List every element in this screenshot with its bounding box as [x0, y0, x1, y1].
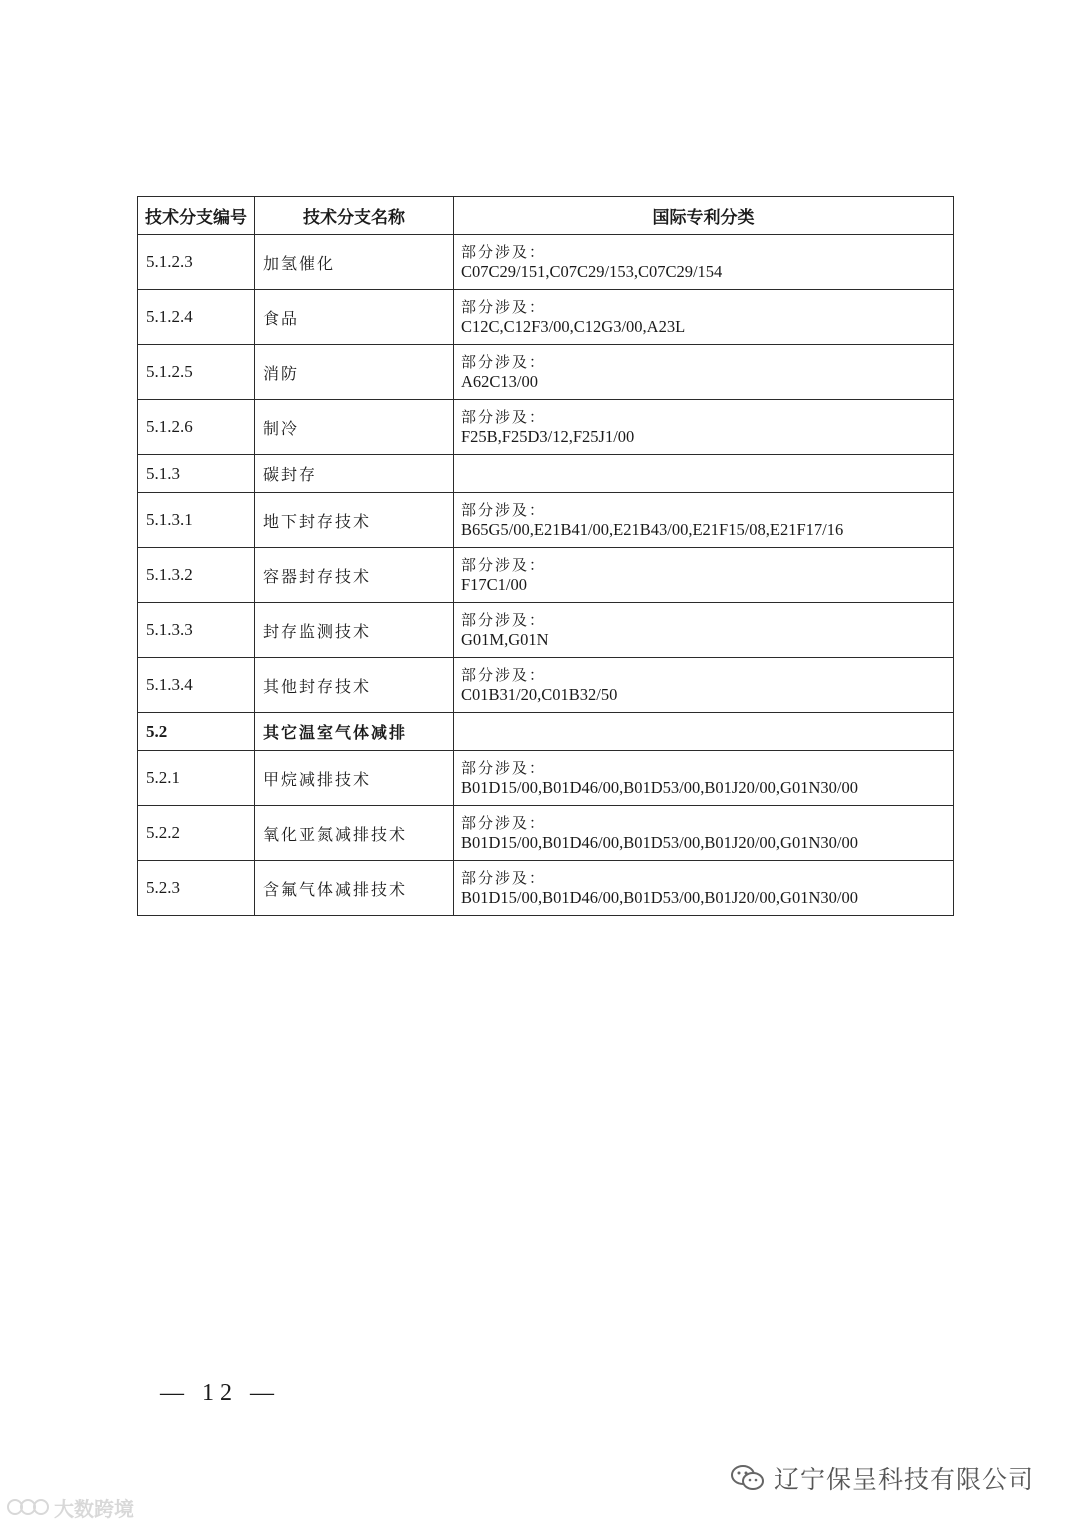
branch-name: 其他封存技术: [255, 658, 454, 713]
watermark-company: 辽宁保呈科技有限公司: [774, 1465, 1035, 1494]
wechat-watermark: [730, 1460, 1034, 1496]
ipc-cell: [454, 345, 954, 400]
table-row: [138, 235, 954, 290]
ipc-codes: C07C29/151,C07C29/153,C07C29/154: [461, 262, 723, 281]
branch-number: 5.2: [138, 713, 255, 751]
ipc-cell: [454, 493, 954, 548]
branch-name: 甲烷减排技术: [255, 751, 454, 806]
branch-name: 加氢催化: [255, 235, 454, 290]
branch-name: 封存监测技术: [255, 603, 454, 658]
ipc-label: 部分涉及：: [461, 408, 547, 426]
ipc-codes: C12C,C12F3/00,C12G3/00,A23L: [461, 317, 686, 336]
branch-number: 5.1.2.3: [138, 235, 255, 290]
ipc-cell: [454, 548, 954, 603]
branch-name: 消防: [255, 345, 454, 400]
branch-number: 5.1.3.2: [138, 548, 255, 603]
brand-logo-icon: [6, 1496, 50, 1518]
ipc-codes: F17C1/00: [461, 575, 528, 594]
ipc-label: 部分涉及：: [461, 869, 547, 887]
ipc-cell: [454, 455, 954, 493]
ipc-label: 部分涉及：: [461, 611, 547, 629]
header-branch-name: 技术分支名称: [255, 197, 454, 235]
ipc-codes: G01M,G01N: [461, 630, 549, 649]
table-row: [138, 713, 954, 751]
ipc-label: 部分涉及：: [461, 759, 547, 777]
ipc-codes: B65G5/00,E21B41/00,E21B43/00,E21F15/08,E21F17/16: [461, 520, 844, 539]
branch-name: 制冷: [255, 400, 454, 455]
page-number: — 12 —: [160, 1380, 280, 1406]
branch-number: 5.2.2: [138, 806, 255, 861]
ipc-codes: F25B,F25D3/12,F25J1/00: [461, 427, 635, 446]
table-row: [138, 400, 954, 455]
table-row: [138, 493, 954, 548]
ipc-label: 部分涉及：: [461, 556, 547, 574]
branch-name: 其它温室气体减排: [255, 713, 454, 751]
table-row: [138, 861, 954, 916]
table-row: [138, 290, 954, 345]
table-row: [138, 455, 954, 493]
branch-number: 5.1.3.1: [138, 493, 255, 548]
table-row: [138, 806, 954, 861]
site-watermark: [6, 1492, 134, 1522]
table-row: [138, 751, 954, 806]
ipc-cell: [454, 751, 954, 806]
branch-number: 5.1.3.4: [138, 658, 255, 713]
ipc-label: 部分涉及：: [461, 501, 547, 519]
ipc-codes: B01D15/00,B01D46/00,B01D53/00,B01J20/00,G01N30/00: [461, 778, 858, 797]
ipc-label: 部分涉及：: [461, 814, 547, 832]
table-row: [138, 658, 954, 713]
header-ipc: 国际专利分类: [454, 197, 954, 235]
table-row: [138, 345, 954, 400]
wechat-icon: [730, 1463, 766, 1493]
ipc-classification-table: [137, 196, 954, 916]
branch-number: 5.1.3: [138, 455, 255, 493]
ipc-cell: [454, 658, 954, 713]
ipc-label: 部分涉及：: [461, 666, 547, 684]
ipc-label: 部分涉及：: [461, 353, 547, 371]
table-row: [138, 548, 954, 603]
branch-name: 氧化亚氮减排技术: [255, 806, 454, 861]
ipc-label: 部分涉及：: [461, 298, 547, 316]
branch-name: 容器封存技术: [255, 548, 454, 603]
ipc-codes: B01D15/00,B01D46/00,B01D53/00,B01J20/00,G01N30/00: [461, 833, 858, 852]
branch-name: 含氟气体减排技术: [255, 861, 454, 916]
ipc-cell: [454, 400, 954, 455]
ipc-cell: [454, 603, 954, 658]
ipc-codes: A62C13/00: [461, 372, 539, 391]
branch-number: 5.2.3: [138, 861, 255, 916]
ipc-label: 部分涉及：: [461, 243, 547, 261]
header-branch-number: 技术分支编号: [138, 197, 255, 235]
branch-number: 5.2.1: [138, 751, 255, 806]
ipc-cell: [454, 861, 954, 916]
branch-number: 5.1.2.4: [138, 290, 255, 345]
ipc-cell: [454, 235, 954, 290]
table-header-row: [138, 197, 954, 235]
branch-name: 食品: [255, 290, 454, 345]
branch-name: 地下封存技术: [255, 493, 454, 548]
ipc-codes: C01B31/20,C01B32/50: [461, 685, 618, 704]
ipc-cell: [454, 806, 954, 861]
watermark-site: 大数跨境: [54, 1496, 134, 1521]
branch-name: 碳封存: [255, 455, 454, 493]
branch-number: 5.1.3.3: [138, 603, 255, 658]
table-row: [138, 603, 954, 658]
ipc-codes: B01D15/00,B01D46/00,B01D53/00,B01J20/00,G01N30/00: [461, 888, 858, 907]
ipc-cell: [454, 713, 954, 751]
branch-number: 5.1.2.5: [138, 345, 255, 400]
ipc-cell: [454, 290, 954, 345]
branch-number: 5.1.2.6: [138, 400, 255, 455]
